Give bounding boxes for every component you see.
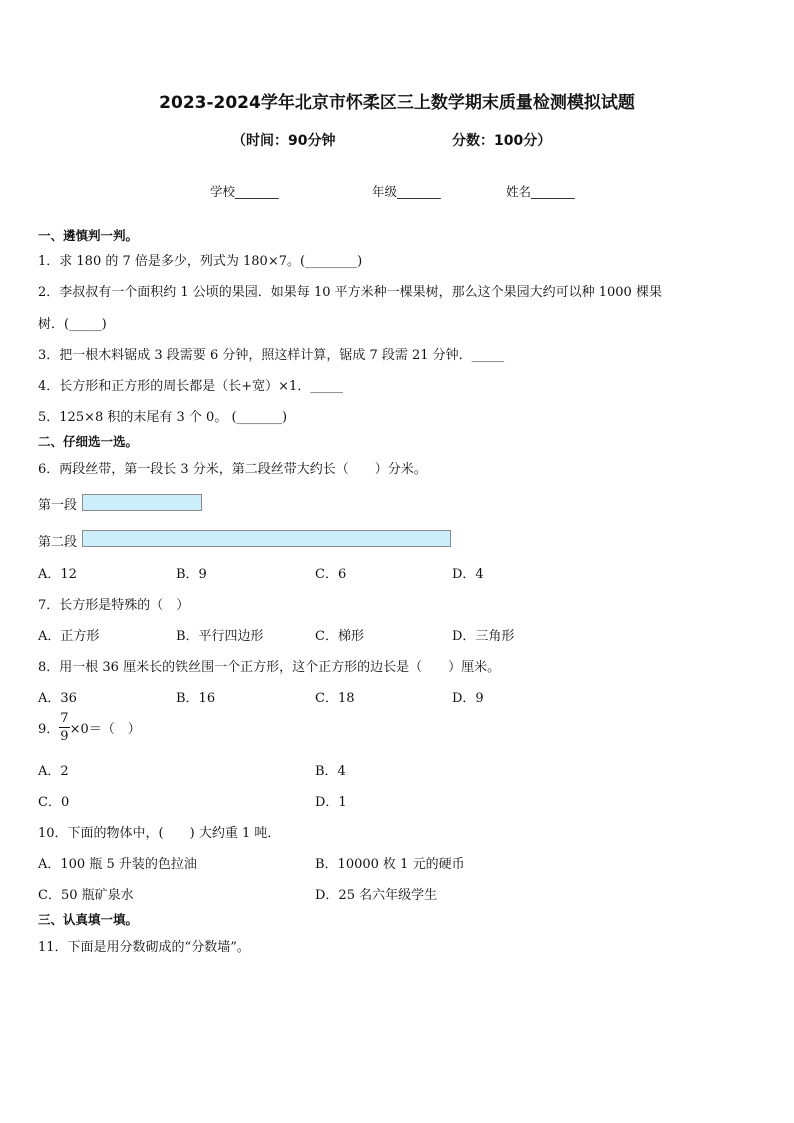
q7-option-d: D．三角形 — [452, 629, 515, 644]
q8-option-a: A．36 — [38, 691, 77, 706]
q6-option-d: D．4 — [452, 567, 484, 582]
question-4: 4．长方形和正方形的周长都是（长+宽）×1．_____ — [38, 379, 343, 394]
page-title: 2023-2024学年北京市怀柔区三上数学期末质量检测模拟试题 — [159, 93, 635, 113]
exam-time: （时间：90分钟 — [232, 133, 336, 149]
question-2-line2: 树．(_____) — [38, 317, 107, 332]
q9-number: 9． — [38, 722, 60, 737]
q8-option-d: D．9 — [452, 691, 484, 706]
q10-option-c: C．50 瓶矿泉水 — [38, 888, 134, 903]
q9-option-d: D．1 — [315, 795, 347, 810]
ribbon-2-bar — [82, 530, 451, 547]
q9-fraction — [59, 712, 69, 743]
section-2-heading: 二、仔细选一选。 — [38, 434, 139, 449]
q9-option-a: A．2 — [38, 764, 69, 779]
question-1: 1．求 180 的 7 倍是多少，列式为 180×7。(________) — [38, 254, 363, 269]
q6-option-b: B．9 — [176, 567, 207, 582]
question-9 — [38, 712, 141, 743]
question-6: 6．两段丝带，第一段长 3 分米，第二段丝带大约长（ ）分米。 — [38, 462, 427, 477]
question-3: 3．把一根木料锯成 3 段需要 6 分钟，照这样计算，锯成 7 段需 21 分钟．_____ — [38, 348, 505, 363]
ribbon-2-label: 第二段 — [38, 535, 78, 550]
q9-expression: ×0＝（ ） — [69, 722, 141, 737]
q9-option-b: B．4 — [315, 764, 346, 779]
q9-fraction-denominator: 9 — [60, 729, 69, 744]
name-field: 姓名_______ — [506, 184, 575, 199]
q10-option-a: A．100 瓶 5 升装的色拉油 — [38, 857, 197, 872]
q8-option-c: C．18 — [315, 691, 355, 706]
q10-option-b: B．10000 枚 1 元的硬币 — [315, 857, 465, 872]
exam-score: 分数：100分） — [452, 133, 552, 149]
question-10: 10．下面的物体中，( ) 大约重 1 吨． — [38, 826, 281, 841]
ribbon-1-bar — [82, 494, 202, 511]
q6-option-c: C．6 — [315, 567, 347, 582]
q6-option-a: A．12 — [38, 567, 77, 582]
q9-fraction-numerator: 7 — [60, 711, 69, 726]
question-11: 11．下面是用分数砌成的“分数墙”。 — [38, 940, 250, 955]
ribbon-1-label: 第一段 — [38, 498, 78, 513]
question-5: 5．125×8 积的末尾有 3 个 0。 (_______) — [38, 410, 288, 425]
question-8: 8．用一根 36 厘米长的铁丝围一个正方形，这个正方形的边长是（ ）厘米。 — [38, 660, 501, 675]
grade-field: 年级_______ — [372, 184, 441, 199]
q7-option-b: B．平行四边形 — [176, 629, 264, 644]
section-3-heading: 三、认真填一填。 — [38, 912, 139, 927]
q7-option-c: C．梯形 — [315, 629, 364, 644]
section-1-heading: 一、遴慎判一判。 — [38, 228, 139, 243]
q10-option-d: D．25 名六年级学生 — [315, 888, 438, 903]
q9-option-c: C．0 — [38, 795, 70, 810]
question-7: 7．长方形是特殊的（ ） — [38, 598, 190, 613]
q8-option-b: B．16 — [176, 691, 216, 706]
school-field: 学校_______ — [210, 184, 279, 199]
question-2-line1: 2．李叔叔有一个面积约 1 公顷的果园．如果每 10 平方米种一棵果树，那么这个果园大约可以种 1000 棵果 — [38, 285, 662, 300]
q7-option-a: A．正方形 — [38, 629, 100, 644]
